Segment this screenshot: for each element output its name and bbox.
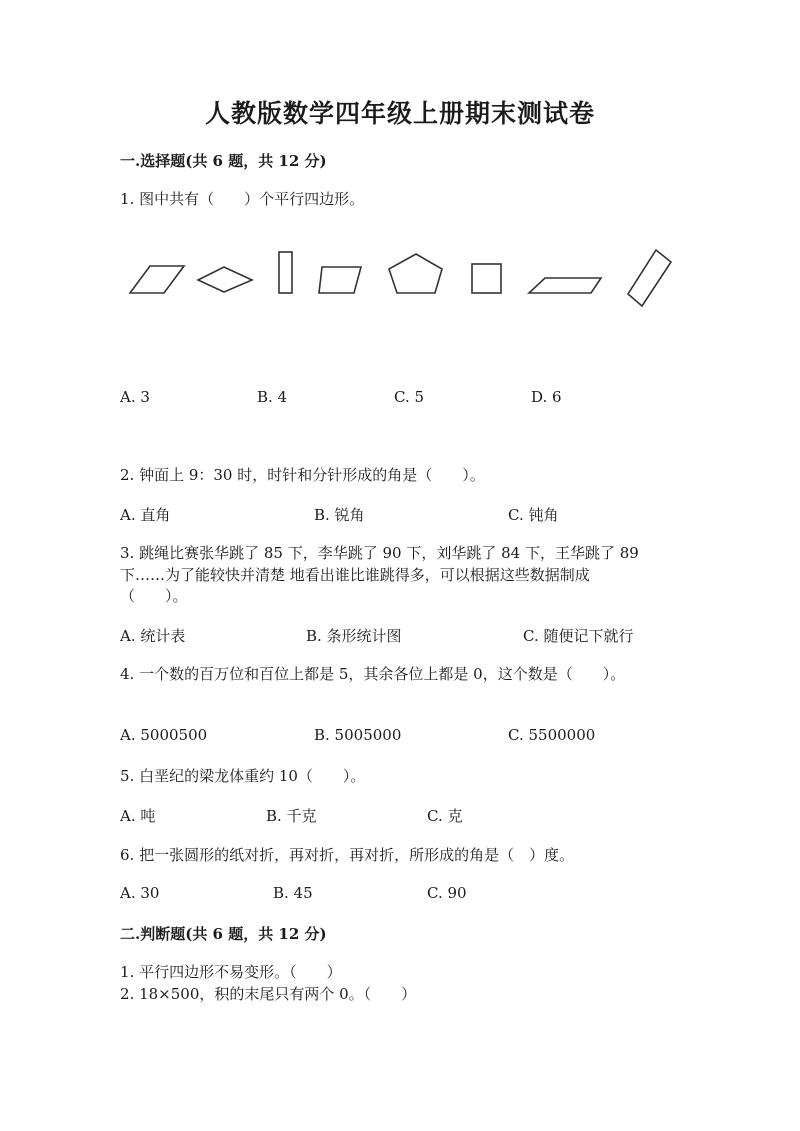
tilted-rectangle-shape [628, 250, 671, 306]
question-6-text: 6. 把一张圆形的纸对折，再对折，再对折，所形成的角是（ ）度。 [120, 846, 575, 864]
q1-option-c[interactable]: C. 5 [394, 388, 425, 406]
trapezoid-shape [319, 267, 361, 293]
question-2-text: 2. 钟面上 9：30 时，时针和分针形成的角是（ ）。 [120, 466, 485, 484]
q6-option-a[interactable]: A. 30 [120, 884, 160, 902]
question-3-line-3: （ ）。 [120, 587, 188, 605]
judgment-1-text: 1. 平行四边形不易变形。（ ） [120, 963, 342, 981]
shapes-figure [120, 240, 680, 320]
q3-option-c[interactable]: C. 随便记下就行 [523, 627, 634, 645]
question-1-text: 1. 图中共有（ ）个平行四边形。 [120, 190, 365, 208]
q6-option-c[interactable]: C. 90 [427, 884, 467, 902]
parallelogram-shape [130, 266, 184, 293]
rhombus-shape [198, 267, 252, 292]
section-heading-judgment: 二.判断题(共 6 题，共 12 分) [120, 925, 327, 943]
pentagon-shape [389, 254, 442, 293]
question-5-text: 5. 白垩纪的梁龙体重约 10（ ）。 [120, 767, 366, 785]
square-shape [472, 264, 501, 293]
q2-option-c[interactable]: C. 钝角 [508, 506, 559, 524]
q4-option-a[interactable]: A. 5000500 [120, 726, 208, 744]
question-3-line-2: 下……为了能较快并清楚 地看出谁比谁跳得多，可以根据这些数据制成 [120, 566, 590, 584]
q5-option-c[interactable]: C. 克 [427, 807, 463, 825]
judgment-2-text: 2. 18×500，积的末尾只有两个 0。（ ） [120, 985, 417, 1003]
q3-option-b[interactable]: B. 条形统计图 [306, 627, 402, 645]
question-4-text: 4. 一个数的百万位和百位上都是 5，其余各位上都是 0，这个数是（ ）。 [120, 665, 626, 683]
q2-option-b[interactable]: B. 锐角 [314, 506, 365, 524]
page-title: 人教版数学四年级上册期末测试卷 [204, 99, 595, 128]
tall-rectangle-shape [279, 252, 292, 293]
q4-option-b[interactable]: B. 5005000 [314, 726, 402, 744]
q5-option-a[interactable]: A. 吨 [120, 807, 156, 825]
q1-option-d[interactable]: D. 6 [531, 388, 562, 406]
q1-option-b[interactable]: B. 4 [257, 388, 288, 406]
section-heading-choice: 一.选择题(共 6 题，共 12 分) [120, 152, 327, 170]
q5-option-b[interactable]: B. 千克 [266, 807, 317, 825]
q1-option-a[interactable]: A. 3 [120, 388, 150, 406]
q6-option-b[interactable]: B. 45 [273, 884, 313, 902]
question-3-line-1: 3. 跳绳比赛张华跳了 85 下，李华跳了 90 下，刘华跳了 84 下，王华跳了 89 [120, 544, 639, 562]
q2-option-a[interactable]: A. 直角 [120, 506, 171, 524]
flat-parallelogram-shape [529, 278, 601, 293]
q3-option-a[interactable]: A. 统计表 [120, 627, 186, 645]
q4-option-c[interactable]: C. 5500000 [508, 726, 596, 744]
